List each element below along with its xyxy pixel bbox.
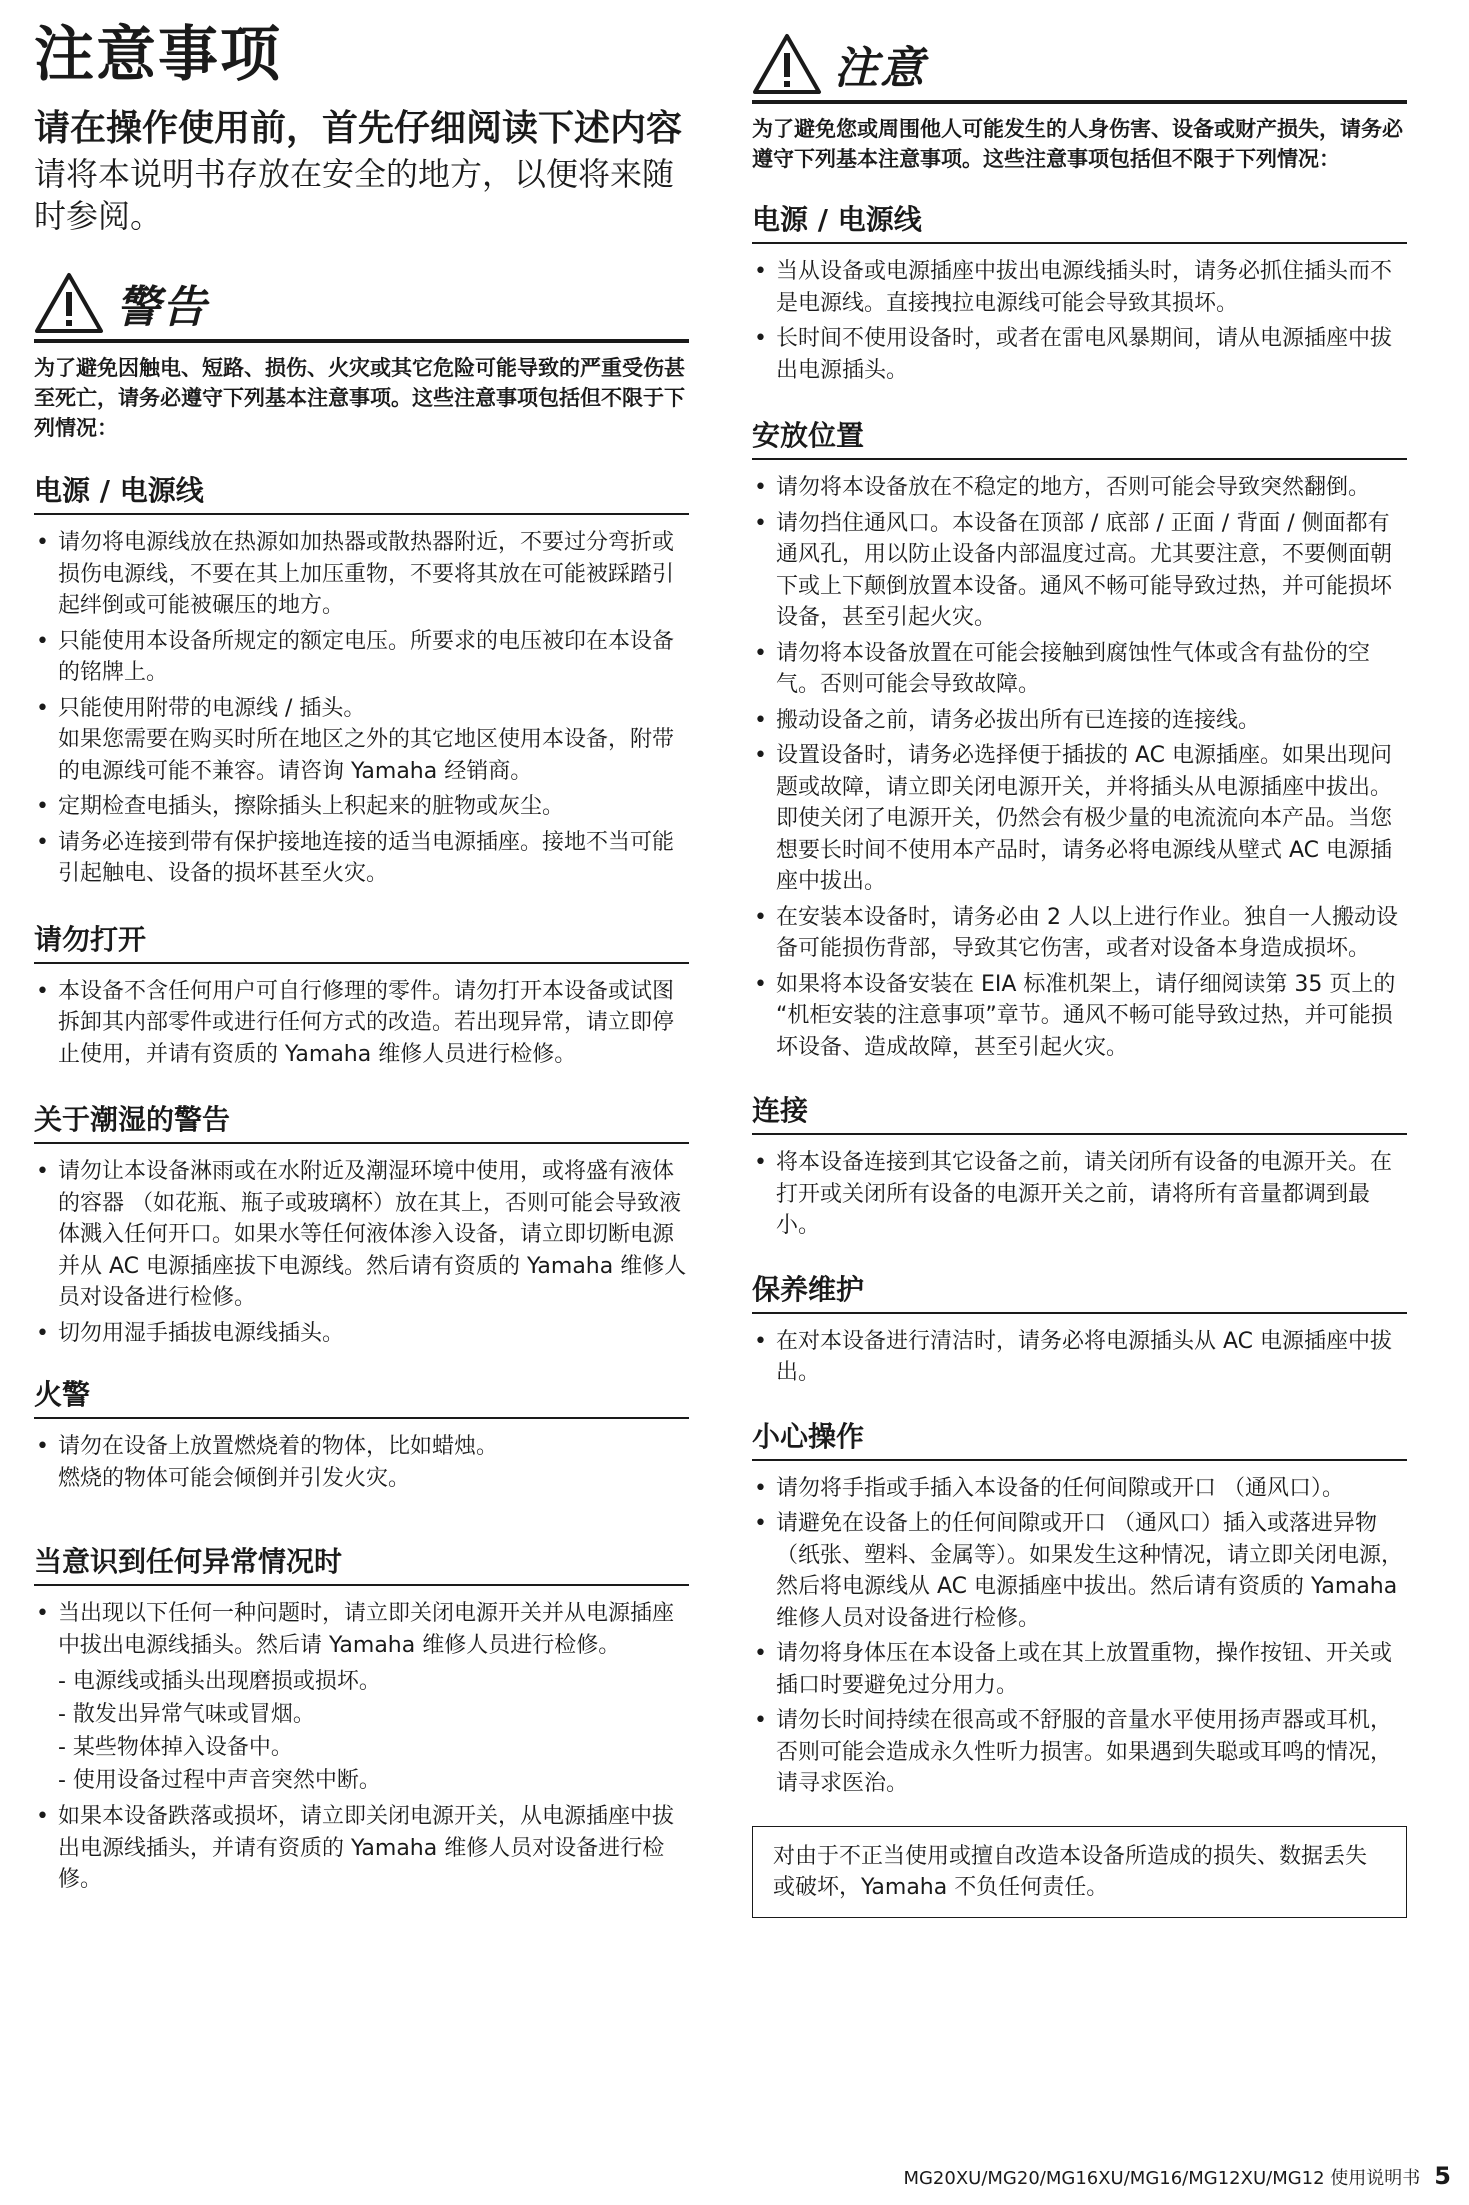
list-item: • 在安装本设备时，请务必由 2 人以上进行作业。独自一人搬动设备可能损伤背部，导致其它伤害，或者对设备本身造成损坏。 — [752, 902, 1407, 965]
warning-fire-list — [34, 1431, 689, 1494]
list-item: • 请避免在设备上的任何间隙或开口 （通风口）插入或落进异物 （纸张、塑料、金属等）。如果发生这种情况，请立即关闭电源，然后将电源线从 AC 电源插座中拔出。然后请有资质的 Yamaha 维修人员对设备进行检修。 — [752, 1508, 1407, 1634]
warning-moisture-heading: 关于潮湿的警告 — [34, 1098, 689, 1144]
list-item: • 如果本设备跌落或损坏，请立即关闭电源开关，从电源插座中拔出电源线插头，并请有资质的 Yamaha 维修人员对设备进行检修。 — [34, 1801, 689, 1896]
page-title: 注意事项 — [34, 20, 282, 90]
list-item: • 长时间不使用设备时，或者在雷电风暴期间，请从电源插座中拔出电源插头。 — [752, 323, 1407, 386]
list-item: • 请务必连接到带有保护接地连接的适当电源插座。接地不当可能引起触电、设备的损坏甚至火灾。 — [34, 827, 689, 890]
page-subtitle: 请在操作使用前，首先仔细阅读下述内容 — [34, 108, 683, 149]
list-item: • 请勿长时间持续在很高或不舒服的音量水平使用扬声器或耳机，否则可能会造成永久性听力损害。如果遇到失聪或耳鸣的情况，请寻求医治。 — [752, 1705, 1407, 1800]
list-item: • 请勿挡住通风口。本设备在顶部 / 底部 / 正面 / 背面 / 侧面都有通风孔，用以防止设备内部温度过高。尤其要注意，不要侧面朝下或上下颠倒放置本设备。通风不畅可能导致过热，并可能损坏设备，甚至引起火灾。 — [752, 508, 1407, 634]
warning-banner — [34, 271, 689, 343]
cord-note: 如果您需要在购买时所在地区之外的其它地区使用本设备，附带的电源线可能不兼容。请咨询 Yamaha 经销商。 — [58, 727, 675, 784]
list-item: • 请勿将本设备放置在可能会接触到腐蚀性气体或含有盐份的空气。否则可能会导致故障。 — [752, 638, 1407, 701]
caution-triangle-icon — [752, 33, 822, 95]
warning-intro: 为了避免因触电、短路、损伤、火灾或其它危险可能导致的严重受伤甚至死亡，请务必遵守下列基本注意事项。这些注意事项包括但不限于下列情况： — [34, 356, 685, 440]
list-item — [34, 1431, 689, 1494]
fire-note: 燃烧的物体可能会倾倒并引发火灾。 — [58, 1465, 411, 1491]
list-item: • 请勿将电源线放在热源如加热器或散热器附近，不要过分弯折或损伤电源线，不要在其上加压重物，不要将其放在可能被踩踏引起绊倒或可能被碾压的地方。 — [34, 527, 689, 622]
caution-intro: 为了避免您或周围他人可能发生的人身伤害、设备或财产损失，请务必遵守下列基本注意事项。这些注意事项包括但不限于下列情况： — [752, 117, 1403, 171]
caution-power-list — [752, 256, 1407, 386]
list-item: • 当从设备或电源插座中拔出电源线插头时，请务必抓住插头而不是电源线。直接拽拉电源线可能会导致其损坏。 — [752, 256, 1407, 319]
list-item: • 请勿将本设备放在不稳定的地方，否则可能会导致突然翻倒。 — [752, 472, 1407, 504]
list-item: • 请勿让本设备淋雨或在水附近及潮湿环境中使用，或将盛有液体的容器 （如花瓶、瓶子或玻璃杯）放在其上，否则可能会导致液体溅入任何开口。如果水等任何液体渗入设备，请立即切断电源并从 AC 电源插座拔下电源线。然后请有资质的 Yamaha 维修人员对设备进行检修。 — [34, 1156, 689, 1314]
list-item: • 定期检查电插头，擦除插头上积起来的脏物或灰尘。 — [34, 791, 689, 823]
cord-line: • 只能使用附带的电源线 / 插头。 — [58, 695, 366, 721]
caution-maintenance-list — [752, 1326, 1407, 1389]
warning-open-heading: 请勿打开 — [34, 918, 689, 964]
caution-title: 注意 — [834, 43, 926, 94]
warning-abnormal-heading: 当意识到任何异常情况时 — [34, 1540, 689, 1586]
dash-item: - 某些物体掉入设备中。 — [58, 1735, 293, 1760]
warning-moisture-list — [34, 1156, 689, 1349]
dash-item: - 散发出异常气味或冒烟。 — [58, 1702, 315, 1727]
list-item — [34, 693, 689, 788]
page-subtitle-keep: 请将本说明书存放在安全的地方，以便将来随时参阅。 — [34, 155, 675, 235]
left-column — [34, 18, 689, 1900]
caution-location-heading: 安放位置 — [752, 414, 1407, 460]
fire-line: • 请勿在设备上放置燃烧着的物体，比如蜡烛。 — [58, 1434, 499, 1459]
caution-handling-heading: 小心操作 — [752, 1415, 1407, 1461]
list-item: • 设置设备时，请务必选择便于插拔的 AC 电源插座。如果出现问题或故障，请立即关闭电源开关，并将插头从电源插座中拔出。即使关闭了电源开关，仍然会有极少量的电流流向本产品。当您想要长时间不使用本产品时，请务必将电源线从壁式 AC 电源插座中拔出。 — [752, 740, 1407, 898]
page-footer — [903, 2162, 1451, 2190]
warning-triangle-icon — [34, 272, 104, 334]
warning-open-list — [34, 976, 689, 1071]
list-item: • 在对本设备进行清洁时，请务必将电源插头从 AC 电源插座中拔出。 — [752, 1326, 1407, 1389]
caution-maintenance-heading: 保养维护 — [752, 1268, 1407, 1314]
caution-banner — [752, 32, 1407, 104]
warning-power-list — [34, 527, 689, 890]
list-item: • 切勿用湿手插拔电源线插头。 — [34, 1318, 689, 1350]
list-item: • 请勿将身体压在本设备上或在其上放置重物，操作按钮、开关或插口时要避免过分用力。 — [752, 1638, 1407, 1701]
disclaimer-box: 对由于不正当使用或擅自改造本设备所造成的损失、数据丢失或破坏，Yamaha 不负任何责任。 — [752, 1826, 1407, 1918]
warning-power-heading: 电源 / 电源线 — [34, 469, 689, 515]
footer-model: MG20XU/MG20/MG16XU/MG16/MG12XU/MG12 使用说明书 — [903, 2168, 1421, 2189]
dash-item: - 电源线或插头出现磨损或损坏。 — [58, 1669, 381, 1694]
list-item: • 将本设备连接到其它设备之前，请关闭所有设备的电源开关。在打开或关闭所有设备的电源开关之前，请将所有音量都调到最小。 — [752, 1147, 1407, 1242]
list-item: • 请勿将手指或手插入本设备的任何间隙或开口 （通风口）。 — [752, 1473, 1407, 1505]
warning-title: 警告 — [116, 282, 208, 333]
right-column — [752, 18, 1407, 1918]
dash-item: - 使用设备过程中声音突然中断。 — [58, 1768, 381, 1793]
list-item: • 只能使用本设备所规定的额定电压。所要求的电压被印在本设备的铭牌上。 — [34, 626, 689, 689]
abnormal-dash-list — [34, 1665, 689, 1797]
list-item: • 当出现以下任何一种问题时，请立即关闭电源开关并从电源插座中拔出电源线插头。然后请 Yamaha 维修人员进行检修。 — [34, 1598, 689, 1661]
caution-connection-list — [752, 1147, 1407, 1242]
warning-abnormal-list — [34, 1598, 689, 1661]
list-item: • 如果将本设备安装在 EIA 标准机架上，请仔细阅读第 35 页上的 “机柜安装的注意事项”章节。通风不畅可能导致过热，并可能损坏设备、造成故障，甚至引起火灾。 — [752, 969, 1407, 1064]
warning-fire-heading: 火警 — [34, 1373, 689, 1419]
caution-power-heading: 电源 / 电源线 — [752, 198, 1407, 244]
list-item: • 搬动设备之前，请务必拔出所有已连接的连接线。 — [752, 705, 1407, 737]
page-number: 5 — [1434, 2162, 1451, 2190]
warning-abnormal-list-2 — [34, 1801, 689, 1896]
list-item: • 本设备不含任何用户可自行修理的零件。请勿打开本设备或试图拆卸其内部零件或进行任何方式的改造。若出现异常，请立即停止使用，并请有资质的 Yamaha 维修人员进行检修。 — [34, 976, 689, 1071]
caution-location-list — [752, 472, 1407, 1063]
caution-connection-heading: 连接 — [752, 1089, 1407, 1135]
caution-handling-list — [752, 1473, 1407, 1800]
